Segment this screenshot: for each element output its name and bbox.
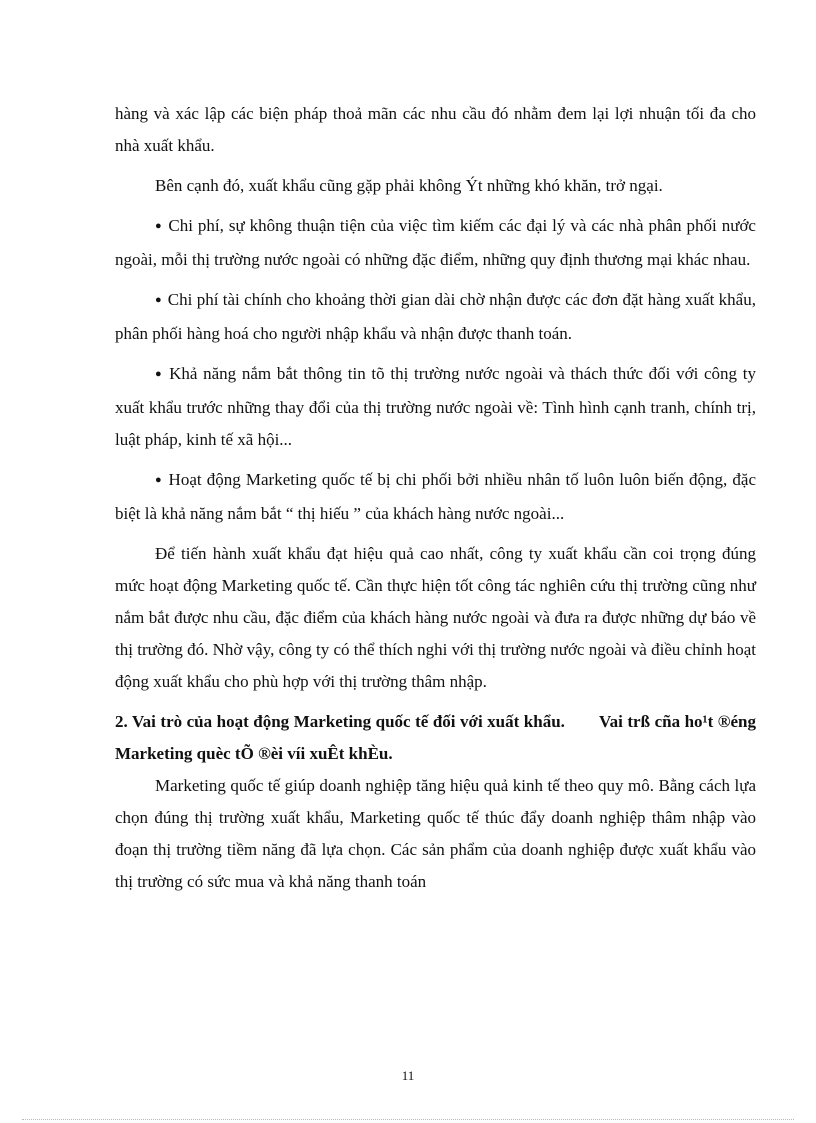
section-heading — [115, 706, 756, 770]
paragraph-export-efficiency: Để tiến hành xuất khẩu đạt hiệu quả cao nhất, công ty xuất khẩu cần coi trọng đúng mức hoạt động Marketing quốc tế. Cần thực hiện tốt công tác nghiên cứu thị trường cũng như nắm bắt được nhu cầu, đặc điểm của khách hàng nước ngoài và đưa ra được những dự báo về thị trường đó. Nhờ vậy, công ty có thể thích nghi với thị trường nước ngoài và điều chỉnh hoạt động xuất khẩu cho phù hợp với thị trường thâm nhập. — [115, 544, 756, 691]
bullet-paragraph-marketing-factors — [115, 464, 756, 530]
bullet-text: Khả năng nắm bắt thông tin tõ thị trường nước ngoài và thách thức đối với công ty xuất khẩu trước những thay đổi của thị trường nước ngoài về: Tình hình cạnh tranh, chính trị, luật pháp, kinh tế xã hội... — [115, 364, 756, 449]
bullet-text: Hoạt động Marketing quốc tế bị chi phối bởi nhiều nhân tố luôn luôn biến động, đặc biệt là khả năng nắm bắt “ thị hiếu ” của khách hàng nước ngoài... — [115, 470, 756, 523]
paragraph-continuation: hàng và xác lập các biện pháp thoả mãn các nhu cầu đó nhằm đem lại lợi nhuận tối đa cho nhà xuất khẩu. — [115, 104, 756, 155]
bullet-icon — [155, 364, 169, 383]
section-heading-garbled-duplicate: Vai trß cña ho¹t ®éng Marketing quèc tÕ ®èi víi xuÊt khÈu. — [115, 712, 757, 763]
paragraph-marketing-role: Marketing quốc tế giúp doanh nghiệp tăng hiệu quả kinh tế theo quy mô. Bằng cách lựa chọn đúng thị trường xuất khẩu, Marketing quốc tế thúc đẩy doanh nghiệp thâm nhập vào đoạn thị trường tiềm năng đã lựa chọn. Các sản phẩm của doanh nghiệp được xuất khẩu vào thị trường có sức mua và khả năng thanh toán — [115, 776, 756, 891]
page-number: 11 — [401, 1068, 415, 1083]
bullet-text: Chi phí, sự không thuận tiện của việc tìm kiếm các đại lý và các nhà phân phối nước ngoài, mỗi thị trường nước ngoài có những đặc điểm, những quy định thương mại khác nhau. — [115, 216, 756, 269]
page-content — [115, 98, 756, 906]
bullet-paragraph-distribution-cost — [115, 210, 756, 276]
bullet-paragraph-information — [115, 358, 756, 456]
bullet-icon — [155, 470, 169, 489]
bullet-paragraph-financial-cost — [115, 284, 756, 350]
bullet-icon — [155, 290, 168, 309]
page-bottom-divider — [22, 1119, 794, 1120]
paragraph-difficulties-intro: Bên cạnh đó, xuất khẩu cũng gặp phải không Ýt những khó khăn, trở ngại. — [155, 176, 663, 195]
bullet-text: Chi phí tài chính cho khoảng thời gian dài chờ nhận được các đơn đặt hàng xuất khẩu, phân phối hàng hoá cho người nhập khẩu và nhận được thanh toán. — [115, 290, 756, 343]
section-heading-text: 2. Vai trò của hoạt động Marketing quốc tế đối với xuất khẩu. — [115, 712, 565, 731]
bullet-icon — [155, 216, 168, 235]
